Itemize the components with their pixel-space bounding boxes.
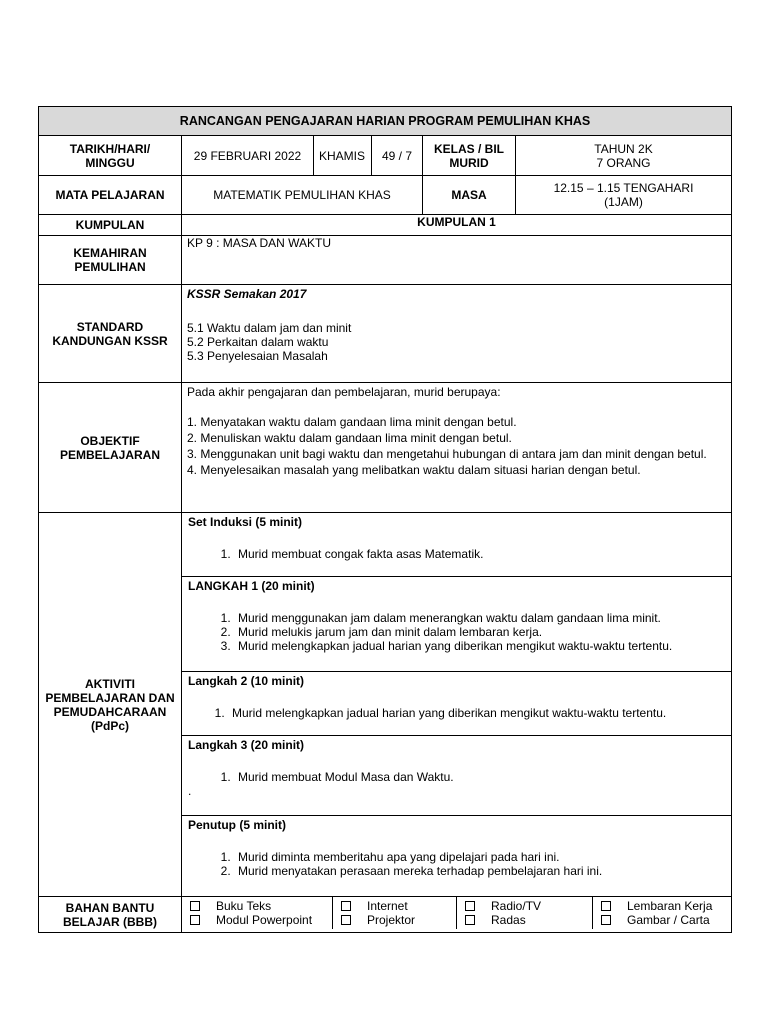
date-value: 29 FEBRUARI 2022 xyxy=(182,136,314,176)
objektif-item: 2. Menuliskan waktu dalam gandaan lima minit dengan betul. xyxy=(187,431,512,445)
kumpulan-row xyxy=(39,215,732,236)
list-item: 1. Murid diminta memberitahu apa yang dipelajari pada hari ini. xyxy=(234,850,725,864)
list-item: 2. Murid melukis jarum jam dan minit dalam lembaran kerja. xyxy=(234,625,725,639)
objektif-item: 1. Menyatakan waktu dalam gandaan lima minit dengan betul. xyxy=(187,415,517,429)
langkah3-section xyxy=(182,736,732,816)
objektif-item: 4. Menyelesaikan masalah yang melibatkan waktu dalam situasi harian dengan betul. xyxy=(187,463,641,477)
bbb-checkbox-item[interactable]: Radas xyxy=(465,913,592,927)
masa-line-2: (1JAM) xyxy=(604,195,643,209)
kelas-line-1: TAHUN 2K xyxy=(594,141,653,156)
checkbox-icon[interactable] xyxy=(341,915,351,925)
kelas-line-2: 7 ORANG xyxy=(596,155,651,170)
kssr-heading: KSSR Semakan 2017 xyxy=(187,287,307,301)
objektif-label: OBJEKTIF PEMBELAJARAN xyxy=(39,383,182,513)
masa-label: MASA xyxy=(423,176,516,215)
masa-value xyxy=(516,176,732,215)
list-item: 1. Murid menggunakan jam dalam menerangkan waktu dalam gandaan lima minit. xyxy=(234,611,725,625)
checkbox-icon[interactable] xyxy=(190,901,200,911)
bbb-column-4 xyxy=(592,897,731,929)
standard-row xyxy=(39,285,732,383)
checkbox-icon[interactable] xyxy=(601,915,611,925)
aktiviti-label: AKTIVITI PEMBELAJARAN DAN PEMUDAHCARAAN (PdPc) xyxy=(39,513,182,897)
checkbox-icon[interactable] xyxy=(465,915,475,925)
bbb-column-1 xyxy=(182,897,332,929)
day-value: KHAMIS xyxy=(314,136,372,176)
bbb-label: BAHAN BANTU BELAJAR (BBB) xyxy=(39,897,182,933)
penutup-section xyxy=(182,816,732,897)
checkbox-icon[interactable] xyxy=(601,901,611,911)
standard-item: 5.1 Waktu dalam jam dan minit xyxy=(187,321,352,335)
checkbox-icon[interactable] xyxy=(465,901,475,911)
tarikh-label: TARIKH/HARI/ MINGGU xyxy=(39,136,182,176)
bbb-content xyxy=(182,897,732,933)
bbb-checkbox-item[interactable]: Radio/TV xyxy=(465,899,592,913)
bbb-checkbox-item[interactable]: Modul Powerpoint xyxy=(190,913,332,927)
langkah3-trailing: . xyxy=(188,784,192,798)
kemahiran-row xyxy=(39,236,732,285)
penutup-title: Penutup (5 minit) xyxy=(188,818,286,832)
objektif-intro: Pada akhir pengajaran dan pembelajaran, murid berupaya: xyxy=(187,385,501,399)
kumpulan-label: KUMPULAN xyxy=(39,215,182,236)
objektif-row xyxy=(39,383,732,513)
standard-item: 5.3 Penyelesaian Masalah xyxy=(187,349,328,363)
bbb-checkbox-item[interactable]: Projektor xyxy=(341,913,456,927)
langkah3-title: Langkah 3 (20 minit) xyxy=(188,738,305,752)
bbb-column-3 xyxy=(456,897,592,929)
bbb-checkbox-item[interactable]: Lembaran Kerja xyxy=(601,899,731,913)
standard-item: 5.2 Perkaitan dalam waktu xyxy=(187,335,329,349)
list-item: 3. Murid melengkapkan jadual harian yang diberikan mengikut waktu-waktu tertentu. xyxy=(234,639,725,653)
mata-label: MATA PELAJARAN xyxy=(39,176,182,215)
aktiviti-row-set-induksi xyxy=(39,513,732,577)
set-induksi-section xyxy=(182,513,732,577)
bbb-column-2 xyxy=(332,897,456,929)
list-item: 1. Murid membuat Modul Masa dan Waktu. xyxy=(234,770,725,784)
document-title: RANCANGAN PENGAJARAN HARIAN PROGRAM PEMULIHAN KHAS xyxy=(39,107,732,136)
tarikh-row xyxy=(39,136,732,176)
bbb-row xyxy=(39,897,732,933)
langkah3-list xyxy=(188,770,725,784)
week-value: 49 / 7 xyxy=(372,136,423,176)
objektif-item: 3. Menggunakan unit bagi waktu dan mengetahui hubungan di antara jam dan minit dengan betul. xyxy=(187,447,707,461)
standard-label: STANDARD KANDUNGAN KSSR xyxy=(39,285,182,383)
kelas-value xyxy=(516,136,732,176)
set-induksi-list xyxy=(188,547,725,561)
bbb-checkbox-item[interactable]: Buku Teks xyxy=(190,899,332,913)
penutup-list xyxy=(188,850,725,878)
list-item: 1. Murid membuat congak fakta asas Matematik. xyxy=(234,547,725,561)
title-row xyxy=(39,107,732,136)
langkah2-list xyxy=(188,706,725,720)
kelas-label: KELAS / BIL MURID xyxy=(423,136,516,176)
checkbox-icon[interactable] xyxy=(190,915,200,925)
bbb-checkbox-item[interactable]: Gambar / Carta xyxy=(601,913,731,927)
standard-content xyxy=(182,285,732,383)
kumpulan-value: KUMPULAN 1 xyxy=(182,215,732,236)
langkah2-section xyxy=(182,672,732,736)
langkah2-title: Langkah 2 (10 minit) xyxy=(188,674,305,688)
list-item: 1. Murid melengkapkan jadual harian yang diberikan mengikut waktu-waktu tertentu. xyxy=(228,706,725,720)
langkah1-title: LANGKAH 1 (20 minit) xyxy=(188,579,315,593)
list-item: 2. Murid menyatakan perasaan mereka terhadap pembelajaran hari ini. xyxy=(234,864,725,878)
kemahiran-value: KP 9 : MASA DAN WAKTU xyxy=(182,236,732,285)
masa-line-1: 12.15 – 1.15 TENGAHARI xyxy=(553,181,694,195)
lesson-plan-table xyxy=(38,106,732,933)
objektif-content xyxy=(182,383,732,513)
mata-row xyxy=(39,176,732,215)
subject-value: MATEMATIK PEMULIHAN KHAS xyxy=(182,176,423,215)
checkbox-icon[interactable] xyxy=(341,901,351,911)
bbb-checkbox-item[interactable]: Internet xyxy=(341,899,456,913)
langkah1-list xyxy=(188,611,725,653)
langkah1-section xyxy=(182,577,732,672)
kemahiran-label: KEMAHIRAN PEMULIHAN xyxy=(39,236,182,285)
set-induksi-title: Set Induksi (5 minit) xyxy=(188,515,303,529)
